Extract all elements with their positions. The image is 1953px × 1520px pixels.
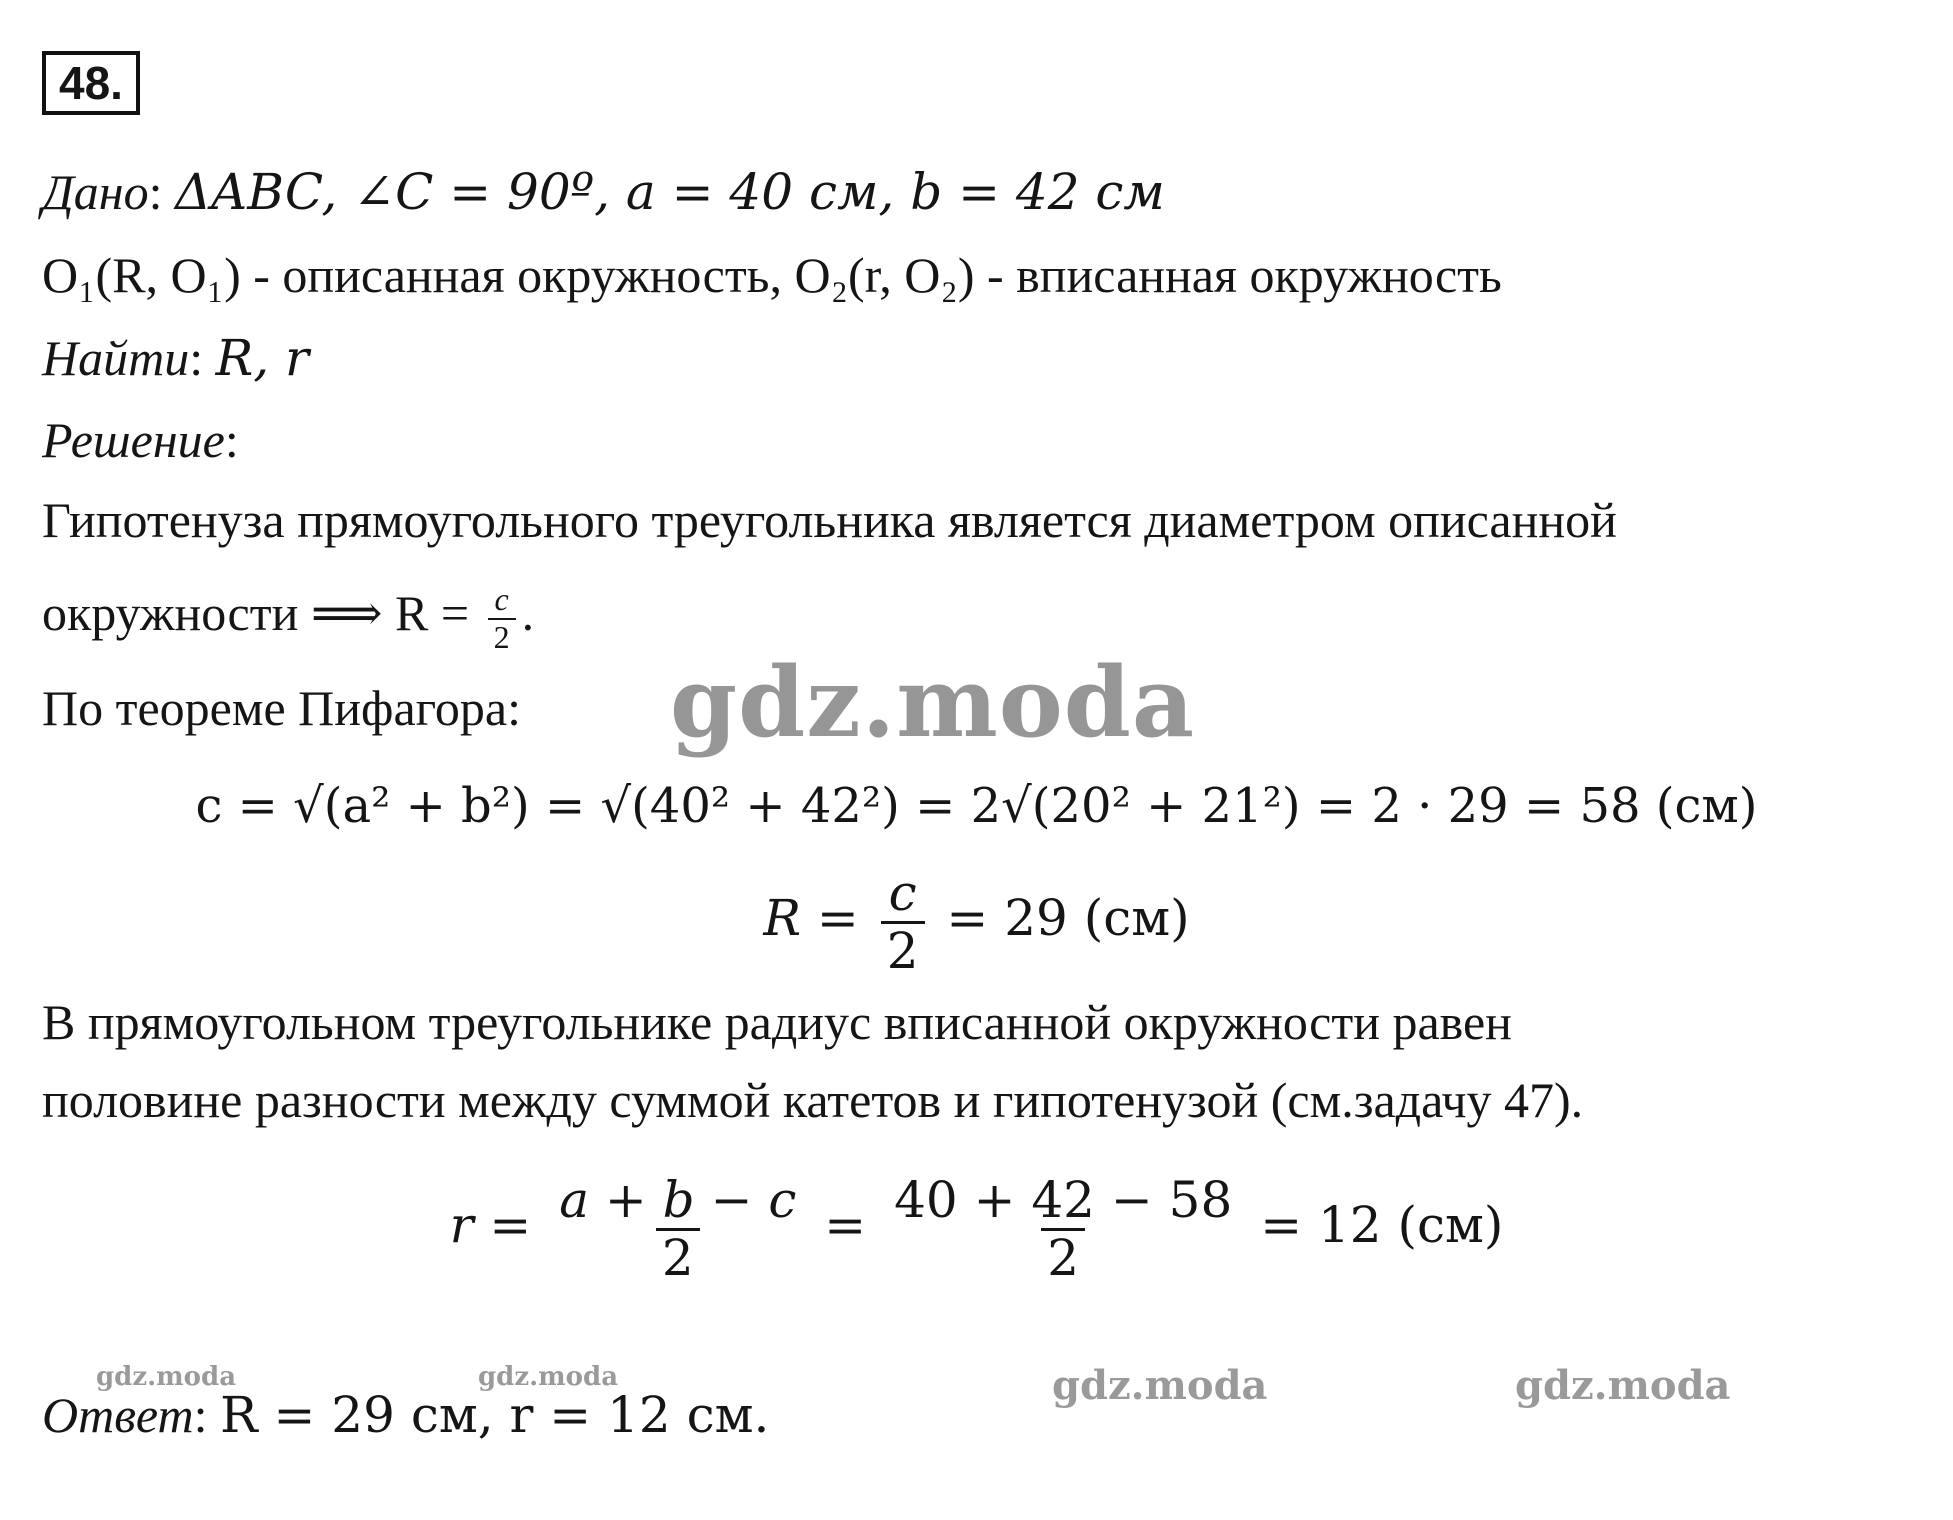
- formula-circumradius: [0, 858, 1953, 978]
- fraction-r-numeric-numerator: 40 + 42 − 58: [894, 1170, 1233, 1229]
- fraction-c-over-2: [488, 582, 516, 654]
- formula-r-prefix: r =: [449, 1196, 548, 1254]
- solution-label: Решение: [42, 412, 225, 468]
- watermark-small-2: gdz.moda: [478, 1362, 619, 1392]
- pythagoras-label: По теореме Пифагора:: [42, 680, 521, 736]
- find-text: R, r: [215, 329, 309, 387]
- given-label: Дано: [42, 164, 149, 220]
- find-line: Найти: R, r: [42, 329, 309, 387]
- paragraph2-line2: половине разности между суммой катетов и гипотенузой (см.задачу 47).: [42, 1072, 1584, 1128]
- formula-hypotenuse: c = √(a² + b²) = √(40² + 42²) = 2√(20² + 21²) = 2 · 29 = 58 (см): [195, 778, 1758, 834]
- solution-line: Решение:: [42, 412, 239, 468]
- formula-r-mid: =: [808, 1196, 883, 1254]
- formula-R-prefix: R =: [763, 889, 875, 947]
- formula-r-suffix: = 12 (см): [1244, 1196, 1504, 1254]
- watermark-small-4: gdz.moda: [1515, 1362, 1731, 1409]
- watermark-small-3: gdz.moda: [1052, 1362, 1268, 1409]
- paragraph1-prefix: окружности ⟹ R =: [42, 585, 482, 641]
- fraction-denominator: 2: [488, 618, 516, 655]
- fraction-numerator: c: [494, 581, 509, 618]
- answer-line: Ответ: R = 29 см, r = 12 см.: [42, 1386, 770, 1444]
- fraction-R-numerator: c: [888, 863, 917, 922]
- paragraph2-line1: В прямоугольном треугольнике радиус вписанной окружности равен: [42, 994, 1512, 1050]
- formula-inradius: [0, 1155, 1953, 1295]
- find-label: Найти: [42, 330, 190, 386]
- answer-label: Ответ: [42, 1387, 194, 1443]
- watermark-small-1: gdz.moda: [96, 1362, 237, 1392]
- fraction-r-symbolic-denominator: 2: [656, 1228, 700, 1286]
- paragraph1-suffix: .: [521, 585, 535, 641]
- fraction-r-symbolic-numerator: a + b − c: [559, 1170, 797, 1229]
- answer-text: R = 29 см, r = 12 см.: [219, 1386, 770, 1444]
- fraction-r-numeric: [888, 1170, 1238, 1287]
- paragraph1-line1: Гипотенуза прямоугольного треугольника является диаметром описанной: [42, 492, 1617, 548]
- fraction-r-symbolic: [553, 1170, 802, 1287]
- fraction-R-denominator: 2: [881, 921, 925, 979]
- given-line: Дано: ΔABC, ∠C = 90º, a = 40 см, b = 42 см: [42, 163, 1165, 221]
- circles-line: O₁(R, O₁) - описанная окружность, O₂(r, O₂) - вписанная окружность: [42, 247, 1502, 303]
- watermark-large: gdz.moda: [670, 646, 1196, 759]
- fraction-r-numeric-denominator: 2: [1041, 1228, 1085, 1286]
- paragraph1-line2: [42, 568, 534, 658]
- problem-number: 48.: [42, 51, 140, 115]
- formula-R-suffix: = 29 (см): [930, 889, 1190, 947]
- given-text: ΔABC, ∠C = 90º, a = 40 см, b = 42 см: [175, 163, 1165, 221]
- fraction-R: [881, 863, 925, 980]
